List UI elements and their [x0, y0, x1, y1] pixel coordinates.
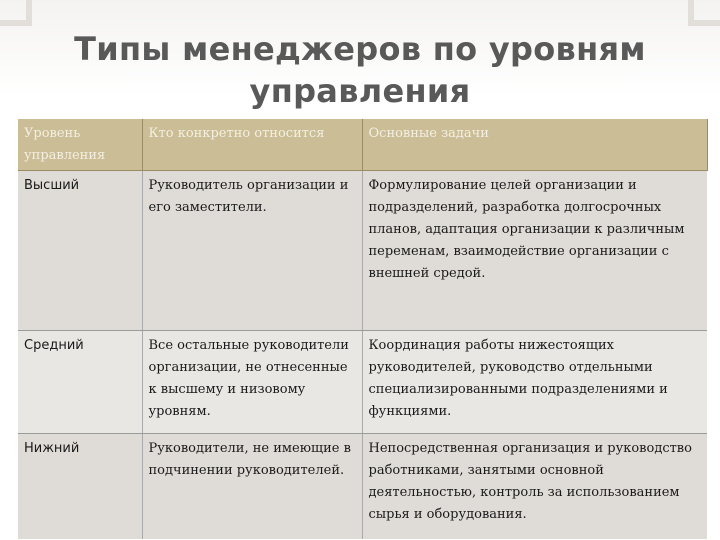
- header-who: Кто конкретно относится: [142, 119, 362, 171]
- row-who-cell: Все остальные руководители организации, не отнесенные к высшему и низовому уровням.: [142, 331, 362, 434]
- row-tasks-cell: Непосредственная организация и руководство работниками, занятыми основной деятельностью, контроль за использованием сырья и оборудования.: [362, 434, 707, 539]
- table-row: [18, 434, 707, 539]
- row-tasks-cell: Формулирование целей организации и подразделений, разработка долгосрочных планов, адаптация организации к различным переменам, взаимодействие организации с внешней средой.: [362, 171, 707, 331]
- corner-bracket-left: [0, 0, 32, 26]
- table-header-row: [18, 119, 707, 171]
- row-level-cell: Высший: [18, 171, 142, 331]
- table-row: [18, 331, 707, 434]
- row-who-cell: Руководители, не имеющие в подчинении руководителей.: [142, 434, 362, 539]
- row-who-cell: Руководитель организации и его заместители.: [142, 171, 362, 331]
- row-level-cell: Нижний: [24, 441, 80, 456]
- corner-bracket-right: [688, 0, 720, 26]
- row-tasks-cell: Координация работы нижестоящих руководителей, руководство отдельными специализированными подразделениями и функциями.: [362, 331, 707, 434]
- row-level-cell: Средний: [18, 331, 142, 434]
- table-row: [18, 171, 707, 331]
- header-tasks: Основные задачи: [362, 119, 707, 171]
- title-line-1: Типы менеджеров по уровням: [74, 30, 646, 68]
- header-level: Уровень управления: [18, 119, 142, 171]
- title-line-2: управления: [249, 72, 471, 110]
- manager-levels-table: [18, 119, 708, 539]
- page-title: [0, 28, 720, 112]
